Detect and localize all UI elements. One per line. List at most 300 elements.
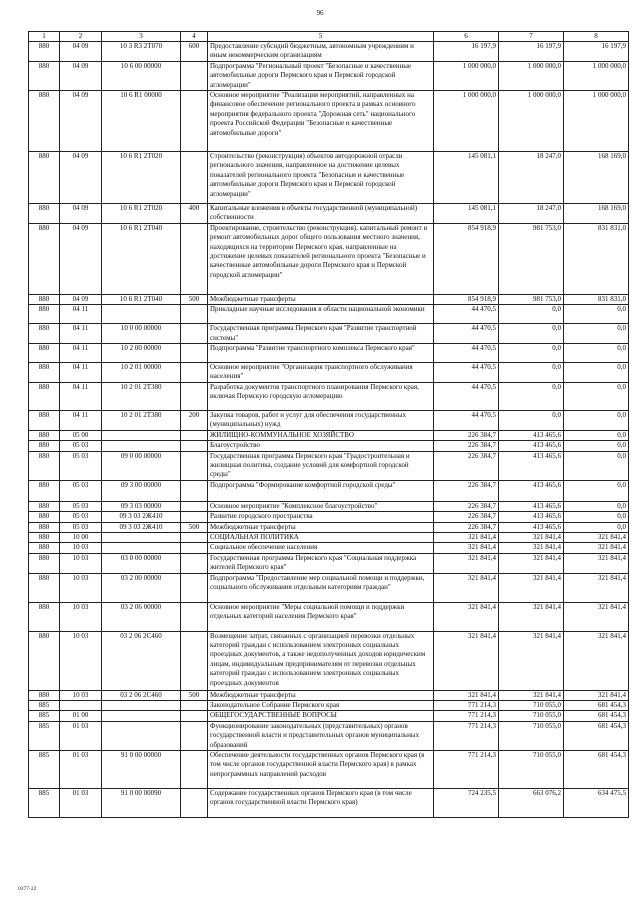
expense-type-cell	[181, 501, 208, 511]
amount-2023-cell: 321 841,4	[499, 573, 564, 602]
expense-type-cell	[181, 344, 208, 363]
amount-2022-cell: 44 470,5	[434, 344, 499, 363]
amount-2023-cell: 413 465,6	[499, 522, 564, 532]
description-cell: Межбюджетные трансферты	[208, 294, 434, 304]
admin-code-cell: 880	[29, 61, 60, 90]
column-header: 7	[499, 32, 564, 42]
amount-2023-cell: 0,0	[499, 363, 564, 383]
description-cell: Государственная программа Пермского края "Развитие транспортной системы"	[208, 324, 434, 344]
amount-2022-cell: 44 470,5	[434, 410, 499, 430]
table-row	[29, 721, 629, 750]
expense-type-cell	[181, 631, 208, 690]
target-article-cell	[102, 721, 181, 750]
section-code-cell: 10 03	[60, 553, 102, 573]
table-row	[29, 573, 629, 602]
section-code-cell: 10 03	[60, 690, 102, 700]
amount-2023-cell: 0,0	[499, 382, 564, 410]
amount-2022-cell: 771 214,3	[434, 700, 499, 710]
section-code-cell: 04 11	[60, 410, 102, 430]
expense-type-cell	[181, 573, 208, 602]
table-row	[29, 204, 629, 224]
amount-2024-cell: 321 841,4	[564, 553, 629, 573]
section-code-cell: 01 03	[60, 789, 102, 818]
expense-type-cell	[181, 363, 208, 383]
amount-2023-cell: 1 000 000,0	[499, 61, 564, 90]
amount-2024-cell: 634 475,5	[564, 789, 629, 818]
table-row	[29, 631, 629, 690]
admin-code-cell: 880	[29, 91, 60, 152]
section-code-cell: 04 11	[60, 324, 102, 344]
amount-2022-cell: 44 470,5	[434, 382, 499, 410]
target-article-cell: 10 3 R3 2T070	[102, 42, 181, 62]
section-code-cell: 05 03	[60, 441, 102, 451]
amount-2022-cell: 321 841,4	[434, 553, 499, 573]
amount-2024-cell: 321 841,4	[564, 532, 629, 542]
amount-2022-cell: 145 081,1	[434, 204, 499, 224]
description-cell: Капитальные вложения в объекты государственной (муниципальной) собственности	[208, 204, 434, 224]
description-cell: Государственная программа Пермского края "Градостроительная и жилищная политика, создание условий для комфортной городской среды"	[208, 451, 434, 480]
admin-code-cell: 880	[29, 382, 60, 410]
amount-2023-cell: 321 841,4	[499, 553, 564, 573]
amount-2024-cell: 0,0	[564, 430, 629, 440]
amount-2022-cell: 44 470,5	[434, 324, 499, 344]
table-row	[29, 91, 629, 152]
section-code-cell: 04 09	[60, 294, 102, 304]
amount-2022-cell: 226 384,7	[434, 501, 499, 511]
section-code-cell: 04 09	[60, 61, 102, 90]
admin-code-cell: 885	[29, 700, 60, 710]
section-code-cell: 04 09	[60, 42, 102, 62]
amount-2023-cell: 321 841,4	[499, 690, 564, 700]
amount-2023-cell: 18 247,0	[499, 152, 564, 204]
target-article-cell: 10 2 01 2T380	[102, 410, 181, 430]
target-article-cell: 03 0 00 00000	[102, 553, 181, 573]
admin-code-cell: 880	[29, 363, 60, 383]
table-row	[29, 700, 629, 710]
target-article-cell	[102, 305, 181, 324]
section-code-cell: 10 03	[60, 573, 102, 602]
expense-type-cell	[181, 430, 208, 440]
description-cell: Основное мероприятие "Комплексное благоустройство"	[208, 501, 434, 511]
amount-2024-cell: 0,0	[564, 451, 629, 480]
admin-code-cell: 885	[29, 789, 60, 818]
description-cell: Обеспечение деятельности государственных органов Пермского края (в том числе органов государственной власти Пермского края) в рамках непрограммных направлений расходов	[208, 751, 434, 789]
target-article-cell	[102, 700, 181, 710]
section-code-cell: 01 00	[60, 711, 102, 721]
expense-type-cell: 400	[181, 204, 208, 224]
amount-2023-cell: 710 055,0	[499, 711, 564, 721]
expense-type-cell	[181, 789, 208, 818]
section-code-cell: 05 03	[60, 451, 102, 480]
section-code-cell: 04 11	[60, 344, 102, 363]
admin-code-cell: 880	[29, 344, 60, 363]
amount-2024-cell: 0,0	[564, 441, 629, 451]
table-row	[29, 61, 629, 90]
description-cell: Содержание государственных органов Пермского края (в том числе органов государственной власти Пермского края)	[208, 789, 434, 818]
amount-2022-cell: 321 841,4	[434, 602, 499, 631]
amount-2022-cell: 771 214,3	[434, 751, 499, 789]
amount-2024-cell: 16 197,9	[564, 42, 629, 62]
table-row	[29, 223, 629, 294]
section-code-cell: 10 03	[60, 631, 102, 690]
description-cell: Подпрограмма "Формирование комфортной городской среды"	[208, 480, 434, 501]
admin-code-cell: 880	[29, 223, 60, 294]
expense-type-cell	[181, 91, 208, 152]
section-code-cell: 05 03	[60, 512, 102, 522]
amount-2022-cell: 771 214,3	[434, 711, 499, 721]
amount-2024-cell: 831 831,0	[564, 294, 629, 304]
target-article-cell: 10 6 R1 00000	[102, 91, 181, 152]
target-article-cell: 91 0 00 00090	[102, 789, 181, 818]
table-row	[29, 711, 629, 721]
amount-2023-cell: 321 841,4	[499, 532, 564, 542]
amount-2024-cell: 168 169,0	[564, 152, 629, 204]
column-header: 1	[29, 32, 60, 42]
description-cell: Основное мероприятие "Меры социальной помощи и поддержки отдельных категорий населения Пермского края"	[208, 602, 434, 631]
admin-code-cell: 885	[29, 711, 60, 721]
table-row	[29, 522, 629, 532]
target-article-cell: 09 3 00 00000	[102, 480, 181, 501]
amount-2023-cell: 0,0	[499, 305, 564, 324]
description-cell: Функционирование законодательных (представительных) органов государственной власти и представительных органов муниципальных образований	[208, 721, 434, 750]
table-row	[29, 690, 629, 700]
amount-2023-cell: 413 465,6	[499, 512, 564, 522]
description-cell: Разработка документов транспортного планирования Пермского края, включая Пермскую городскую агломерацию	[208, 382, 434, 410]
amount-2024-cell: 0,0	[564, 305, 629, 324]
target-article-cell: 03 2 06 2С460	[102, 690, 181, 700]
section-code-cell: 05 00	[60, 430, 102, 440]
target-article-cell: 03 2 06 2С460	[102, 631, 181, 690]
table-header-row	[29, 32, 629, 42]
target-article-cell	[102, 430, 181, 440]
amount-2023-cell: 710 055,0	[499, 751, 564, 789]
amount-2023-cell: 16 197,9	[499, 42, 564, 62]
expense-type-cell: 500	[181, 522, 208, 532]
target-article-cell: 91 0 00 00000	[102, 751, 181, 789]
target-article-cell: 09 3 03 00000	[102, 501, 181, 511]
expense-type-cell	[181, 451, 208, 480]
expense-type-cell: 500	[181, 294, 208, 304]
amount-2023-cell: 1 000 000,0	[499, 91, 564, 152]
admin-code-cell: 880	[29, 152, 60, 204]
target-article-cell: 10 6 00 00000	[102, 61, 181, 90]
section-code-cell: 10 03	[60, 602, 102, 631]
amount-2024-cell: 0,0	[564, 512, 629, 522]
description-cell: Прикладные научные исследования в области национальной экономики	[208, 305, 434, 324]
section-code-cell: 04 11	[60, 382, 102, 410]
amount-2024-cell: 168 169,0	[564, 204, 629, 224]
target-article-cell	[102, 711, 181, 721]
expense-type-cell	[181, 305, 208, 324]
admin-code-cell: 880	[29, 305, 60, 324]
amount-2022-cell: 854 918,9	[434, 223, 499, 294]
amount-2022-cell: 16 197,9	[434, 42, 499, 62]
amount-2023-cell: 413 465,6	[499, 480, 564, 501]
amount-2023-cell: 981 753,0	[499, 223, 564, 294]
admin-code-cell: 880	[29, 631, 60, 690]
section-code-cell: 01 03	[60, 721, 102, 750]
amount-2022-cell: 1 000 000,0	[434, 61, 499, 90]
amount-2022-cell: 321 841,4	[434, 532, 499, 542]
amount-2024-cell: 1 000 000,0	[564, 61, 629, 90]
section-code-cell: 04 09	[60, 204, 102, 224]
table-row	[29, 382, 629, 410]
admin-code-cell: 880	[29, 501, 60, 511]
table-row	[29, 501, 629, 511]
column-header: 5	[208, 32, 434, 42]
amount-2024-cell: 1 000 000,0	[564, 91, 629, 152]
amount-2024-cell: 0,0	[564, 324, 629, 344]
amount-2024-cell: 0,0	[564, 382, 629, 410]
amount-2022-cell: 226 384,7	[434, 451, 499, 480]
section-code-cell: 04 09	[60, 152, 102, 204]
amount-2022-cell: 321 841,4	[434, 573, 499, 602]
column-header: 4	[181, 32, 208, 42]
section-code-cell: 05 03	[60, 522, 102, 532]
amount-2023-cell: 710 055,0	[499, 700, 564, 710]
admin-code-cell: 880	[29, 324, 60, 344]
expense-type-cell	[181, 700, 208, 710]
description-cell: Подпрограмма "Региональный проект "Безопасные и качественные автомобильные дороги Пермского края и Пермской городской агломерации"	[208, 61, 434, 90]
table-row	[29, 441, 629, 451]
table-row	[29, 363, 629, 383]
admin-code-cell: 880	[29, 532, 60, 542]
section-code-cell: 05 03	[60, 480, 102, 501]
target-article-cell	[102, 543, 181, 553]
amount-2023-cell: 710 055,0	[499, 721, 564, 750]
admin-code-cell: 885	[29, 751, 60, 789]
expense-type-cell	[181, 512, 208, 522]
target-article-cell: 10 2 01 00000	[102, 363, 181, 383]
section-code-cell: 10 03	[60, 543, 102, 553]
target-article-cell: 10 0 00 00000	[102, 324, 181, 344]
description-cell: Межбюджетные трансферты	[208, 690, 434, 700]
target-article-cell: 10 2 01 2T380	[102, 382, 181, 410]
admin-code-cell: 880	[29, 512, 60, 522]
form-code: 0377-22	[18, 886, 37, 892]
target-article-cell: 03 2 00 00000	[102, 573, 181, 602]
table-row	[29, 344, 629, 363]
amount-2024-cell: 0,0	[564, 344, 629, 363]
description-cell: Строительство (реконструкция) объектов автодорожной отрасли регионального значения, направленное на достижение целевых показателей регионального проекта "Безопасные и качественные автомобильные дороги Пермского края и Пермской городской агломерации"	[208, 152, 434, 204]
amount-2024-cell: 681 454,3	[564, 751, 629, 789]
table-row	[29, 532, 629, 542]
amount-2024-cell: 0,0	[564, 480, 629, 501]
expense-type-cell	[181, 441, 208, 451]
section-code-cell: 04 11	[60, 305, 102, 324]
expense-type-cell	[181, 751, 208, 789]
section-code-cell	[60, 700, 102, 710]
description-cell: Государственная программа Пермского края "Социальная поддержка жителей Пермского края"	[208, 553, 434, 573]
expense-type-cell	[181, 711, 208, 721]
description-cell: СОЦИАЛЬНАЯ ПОЛИТИКА	[208, 532, 434, 542]
table-row	[29, 305, 629, 324]
amount-2022-cell: 44 470,5	[434, 363, 499, 383]
description-cell: Возмещение затрат, связанных с организацией перевозки отдельных категорий граждан с использованием электронных социальных проездных документов, а также недополученных доходов юридическим лицам, индивидуальным предпринимателям от перевозки отдельных категорий граждан с использованием электронных социальных проездных документов	[208, 631, 434, 690]
table-row	[29, 553, 629, 573]
table-row	[29, 430, 629, 440]
admin-code-cell: 880	[29, 451, 60, 480]
description-cell: Подпрограмма "Предоставление мер социальной помощи и поддержки, социального обслуживания отдельным категориям граждан"	[208, 573, 434, 602]
table-row	[29, 512, 629, 522]
section-code-cell: 04 09	[60, 91, 102, 152]
expense-type-cell	[181, 480, 208, 501]
amount-2023-cell: 0,0	[499, 324, 564, 344]
amount-2022-cell: 321 841,4	[434, 690, 499, 700]
section-code-cell: 04 11	[60, 363, 102, 383]
amount-2022-cell: 226 384,7	[434, 430, 499, 440]
table-row	[29, 324, 629, 344]
description-cell: Основное мероприятие "Организация транспортного обслуживания населения"	[208, 363, 434, 383]
amount-2024-cell: 321 841,4	[564, 631, 629, 690]
amount-2023-cell: 413 465,6	[499, 441, 564, 451]
amount-2024-cell: 0,0	[564, 522, 629, 532]
section-code-cell: 04 09	[60, 223, 102, 294]
table-row	[29, 294, 629, 304]
admin-code-cell: 880	[29, 42, 60, 62]
amount-2024-cell: 831 831,0	[564, 223, 629, 294]
table-row	[29, 602, 629, 631]
amount-2024-cell: 681 454,3	[564, 711, 629, 721]
expense-type-cell: 500	[181, 690, 208, 700]
target-article-cell: 09 0 00 00000	[102, 451, 181, 480]
expense-type-cell	[181, 152, 208, 204]
admin-code-cell: 880	[29, 602, 60, 631]
expense-type-cell	[181, 602, 208, 631]
admin-code-cell: 880	[29, 573, 60, 602]
target-article-cell: 09 3 03 2Ж410	[102, 522, 181, 532]
amount-2022-cell: 1 000 000,0	[434, 91, 499, 152]
admin-code-cell: 880	[29, 522, 60, 532]
description-cell: Закупка товаров, работ и услуг для обеспечения государственных (муниципальных) нужд	[208, 410, 434, 430]
description-cell: ОБЩЕГОСУДАРСТВЕННЫЕ ВОПРОСЫ	[208, 711, 434, 721]
target-article-cell	[102, 532, 181, 542]
amount-2024-cell: 321 841,4	[564, 573, 629, 602]
target-article-cell: 03 2 06 00000	[102, 602, 181, 631]
target-article-cell: 10 6 R1 2T040	[102, 223, 181, 294]
column-header: 8	[564, 32, 629, 42]
amount-2022-cell: 854 918,9	[434, 294, 499, 304]
amount-2023-cell: 663 076,2	[499, 789, 564, 818]
description-cell: Межбюджетные трансферты	[208, 522, 434, 532]
description-cell: Предоставление субсидий бюджетным, автономным учреждениям и иным некоммерческим организациям	[208, 42, 434, 62]
amount-2023-cell: 981 753,0	[499, 294, 564, 304]
section-code-cell: 05 03	[60, 501, 102, 511]
amount-2024-cell: 321 841,4	[564, 543, 629, 553]
amount-2024-cell: 681 454,3	[564, 700, 629, 710]
table-row	[29, 789, 629, 818]
expense-type-cell	[181, 382, 208, 410]
column-header: 2	[60, 32, 102, 42]
table-row	[29, 152, 629, 204]
expense-type-cell	[181, 721, 208, 750]
amount-2022-cell: 226 384,7	[434, 522, 499, 532]
amount-2023-cell: 321 841,4	[499, 543, 564, 553]
description-cell: Подпрограмма "Развитие транспортного комплекса Пермского края"	[208, 344, 434, 363]
page-number: 96	[316, 9, 324, 17]
expense-type-cell	[181, 553, 208, 573]
description-cell: Основное мероприятие "Реализация мероприятий, направленных на финансовое обеспечение регионального проекта в рамках основного мероприятия федерального проекта "Дорожная сеть" национального проекта Российской Федерации "Безопасные и качественные автомобильные дороги"	[208, 91, 434, 152]
amount-2022-cell: 321 841,4	[434, 543, 499, 553]
amount-2024-cell: 321 841,4	[564, 690, 629, 700]
expense-type-cell	[181, 61, 208, 90]
table-row	[29, 751, 629, 789]
column-header: 3	[102, 32, 181, 42]
amount-2023-cell: 413 465,6	[499, 430, 564, 440]
amount-2023-cell: 18 247,0	[499, 204, 564, 224]
expense-type-cell	[181, 543, 208, 553]
target-article-cell: 10 6 R1 2T020	[102, 152, 181, 204]
admin-code-cell: 880	[29, 441, 60, 451]
description-cell: Развитие городского пространства	[208, 512, 434, 522]
target-article-cell: 10 6 R1 2T040	[102, 294, 181, 304]
expense-type-cell: 600	[181, 42, 208, 62]
amount-2023-cell: 321 841,4	[499, 602, 564, 631]
admin-code-cell: 880	[29, 690, 60, 700]
section-code-cell: 10 00	[60, 532, 102, 542]
expense-type-cell	[181, 532, 208, 542]
admin-code-cell: 880	[29, 204, 60, 224]
description-cell: ЖИЛИЩНО-КОММУНАЛЬНОЕ ХОЗЯЙСТВО	[208, 430, 434, 440]
amount-2022-cell: 226 384,7	[434, 441, 499, 451]
admin-code-cell: 880	[29, 410, 60, 430]
budget-table	[28, 31, 629, 818]
amount-2022-cell: 771 214,3	[434, 721, 499, 750]
table-row	[29, 480, 629, 501]
target-article-cell: 10 6 R1 2T020	[102, 204, 181, 224]
description-cell: Социальное обеспечение населения	[208, 543, 434, 553]
target-article-cell: 10 2 00 00000	[102, 344, 181, 363]
amount-2022-cell: 724 235,5	[434, 789, 499, 818]
table-row	[29, 410, 629, 430]
amount-2023-cell: 321 841,4	[499, 631, 564, 690]
admin-code-cell: 880	[29, 430, 60, 440]
description-cell: Проектирование, строительство (реконструкция), капитальный ремонт и ремонт автомобильных дорог общего пользования местного значения, находящихся на территории Пермского края, направленные на достижение целевых показателей регионального проекта "Безопасные и качественные автомобильные дороги Пермского края и Пермской городской агломерации"	[208, 223, 434, 294]
amount-2024-cell: 0,0	[564, 410, 629, 430]
admin-code-cell: 880	[29, 553, 60, 573]
expense-type-cell	[181, 324, 208, 344]
amount-2023-cell: 413 465,6	[499, 451, 564, 480]
amount-2024-cell: 681 454,3	[564, 721, 629, 750]
expense-type-cell: 200	[181, 410, 208, 430]
admin-code-cell: 880	[29, 480, 60, 501]
amount-2024-cell: 321 841,4	[564, 602, 629, 631]
column-header: 6	[434, 32, 499, 42]
amount-2024-cell: 0,0	[564, 501, 629, 511]
table-row	[29, 451, 629, 480]
amount-2022-cell: 226 384,7	[434, 480, 499, 501]
admin-code-cell: 880	[29, 543, 60, 553]
amount-2022-cell: 145 081,1	[434, 152, 499, 204]
description-cell: Благоустройство	[208, 441, 434, 451]
amount-2023-cell: 0,0	[499, 410, 564, 430]
amount-2023-cell: 0,0	[499, 344, 564, 363]
expense-type-cell	[181, 223, 208, 294]
description-cell: Законодательное Собрание Пермского края	[208, 700, 434, 710]
amount-2022-cell: 44 470,5	[434, 305, 499, 324]
table-row	[29, 543, 629, 553]
section-code-cell: 01 03	[60, 751, 102, 789]
table-row	[29, 42, 629, 62]
target-article-cell: 09 3 03 2Ж410	[102, 512, 181, 522]
admin-code-cell: 885	[29, 721, 60, 750]
amount-2024-cell: 0,0	[564, 363, 629, 383]
amount-2022-cell: 226 384,7	[434, 512, 499, 522]
amount-2022-cell: 321 841,4	[434, 631, 499, 690]
amount-2023-cell: 413 465,6	[499, 501, 564, 511]
admin-code-cell: 880	[29, 294, 60, 304]
target-article-cell	[102, 441, 181, 451]
